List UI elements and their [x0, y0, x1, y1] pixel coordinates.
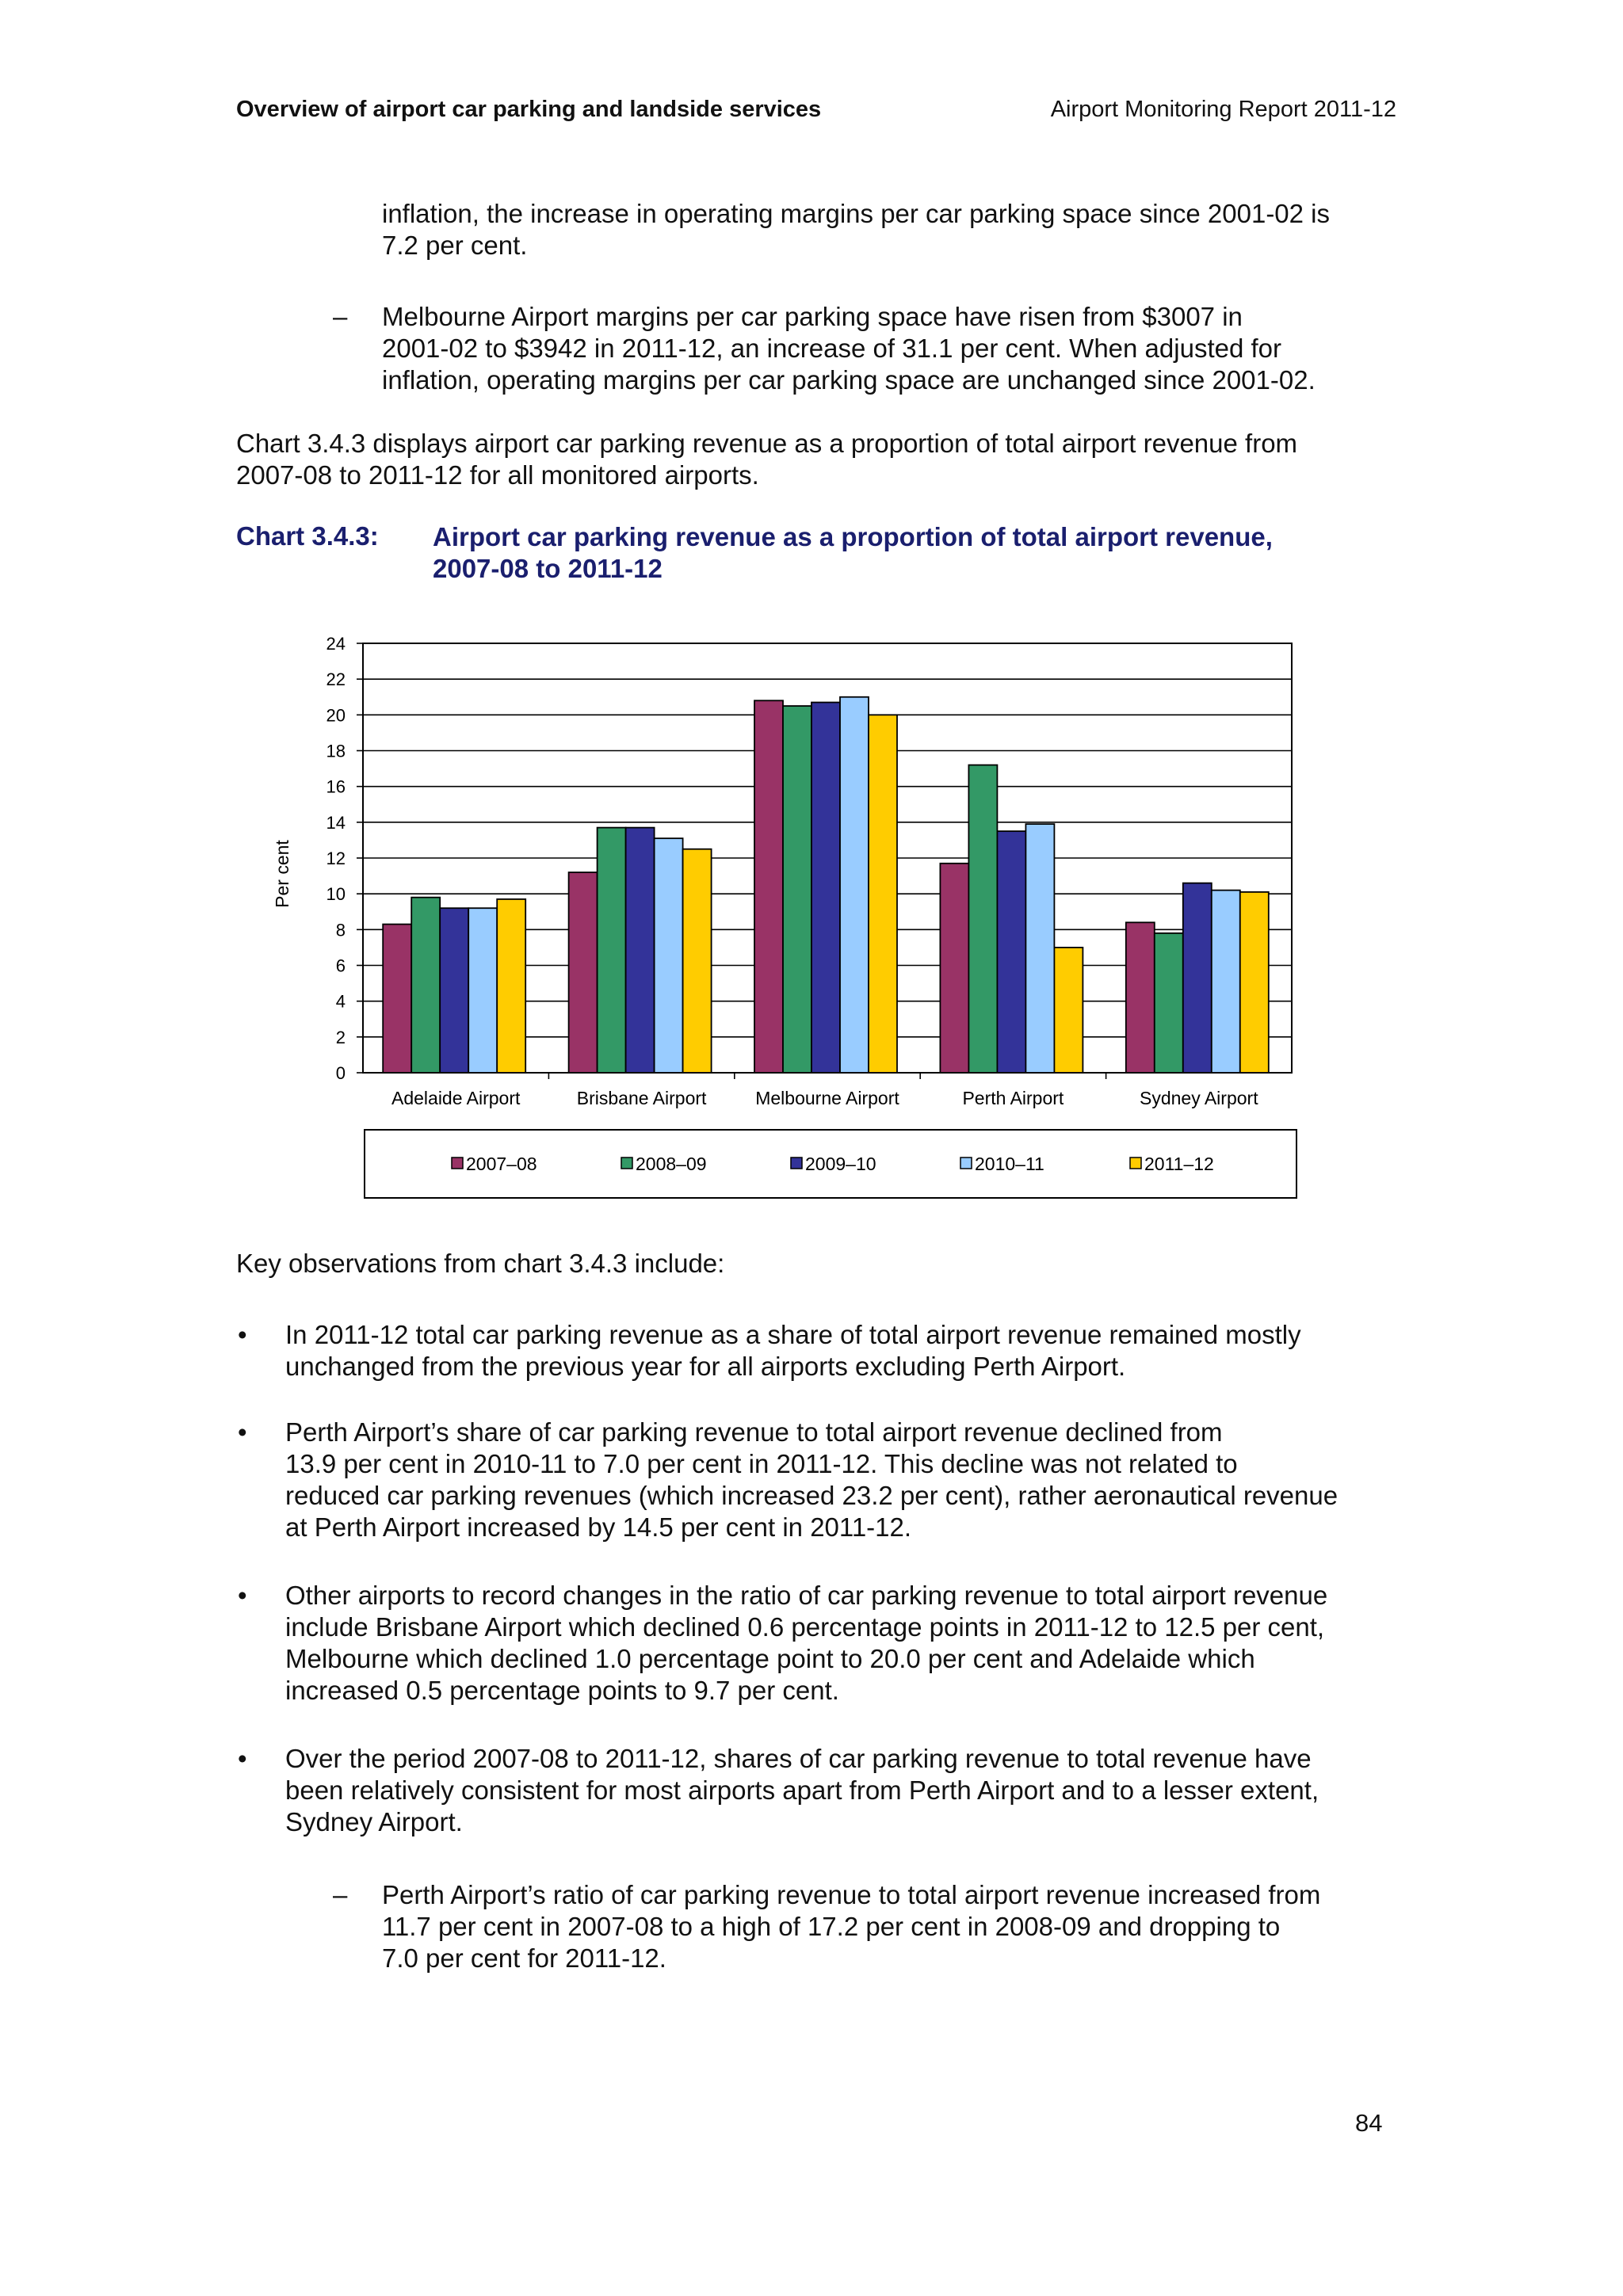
bullet-marker: • — [238, 1417, 247, 1447]
bar — [383, 925, 411, 1073]
bullet-text: include Brisbane Airport which declined 0.6 percentage points in 2011-12 to 12.5 per cent, — [285, 1612, 1325, 1642]
y-tick-label: 4 — [335, 991, 346, 1012]
y-tick-label: 6 — [335, 955, 346, 976]
y-tick-label: 14 — [326, 812, 346, 833]
bar — [440, 908, 468, 1073]
bar — [626, 828, 655, 1073]
observations-heading: Key observations from chart 3.4.3 include: — [236, 1249, 725, 1278]
bar — [1025, 824, 1054, 1073]
legend-swatch — [1130, 1158, 1141, 1169]
bullet-marker: • — [238, 1320, 247, 1349]
melbourne-margin-line: 2001-02 to $3942 in 2011-12, an increase of 31.1 per cent. When adjusted for — [382, 334, 1282, 363]
bar — [1240, 892, 1269, 1073]
bar — [940, 864, 968, 1073]
chart-number: Chart 3.4.3: — [236, 521, 379, 551]
bar — [840, 697, 869, 1073]
x-tick-label: Perth Airport — [962, 1088, 1064, 1108]
bullet-text: at Perth Airport increased by 14.5 per cent in 2011-12. — [285, 1512, 912, 1542]
bar — [655, 838, 683, 1073]
continuation-line: 7.2 per cent. — [382, 231, 528, 260]
bar — [968, 765, 997, 1073]
bullet-text: increased 0.5 percentage points to 9.7 per cent. — [285, 1676, 839, 1705]
bullet-marker: • — [238, 1581, 247, 1610]
bar — [1212, 891, 1240, 1073]
legend-swatch — [791, 1158, 802, 1169]
bullet-text: Sydney Airport. — [285, 1807, 463, 1836]
x-tick-label: Brisbane Airport — [576, 1088, 707, 1108]
y-tick-label: 8 — [335, 920, 346, 940]
bar — [783, 706, 812, 1073]
legend-swatch — [621, 1158, 632, 1169]
x-tick-label: Melbourne Airport — [755, 1088, 899, 1108]
bar — [754, 700, 783, 1073]
legend-label: 2011–12 — [1144, 1154, 1214, 1174]
legend-swatch — [960, 1158, 972, 1169]
melbourne-margin-line: Melbourne Airport margins per car parking space have risen from $3007 in — [382, 302, 1243, 331]
x-tick-label: Sydney Airport — [1140, 1088, 1258, 1108]
sub-point-text: 7.0 per cent for 2011-12. — [382, 1943, 666, 1973]
bar — [411, 898, 440, 1073]
bar — [1054, 948, 1083, 1073]
chart-intro-paragraph: Chart 3.4.3 displays airport car parking revenue as a proportion of total airport revenue from — [236, 429, 1298, 458]
bullet-text: Perth Airport’s share of car parking revenue to total airport revenue declined from — [285, 1417, 1223, 1447]
bullet-marker: • — [238, 1744, 247, 1773]
bar — [1183, 883, 1212, 1073]
continuation-line: inflation, the increase in operating margins per car parking space since 2001-02 is — [382, 199, 1331, 228]
sub-point-text: 11.7 per cent in 2007-08 to a high of 17.2 per cent in 2008-09 and dropping to — [382, 1912, 1281, 1941]
y-tick-label: 16 — [326, 776, 346, 797]
bar — [1126, 922, 1155, 1073]
running-header-title: Overview of airport car parking and landside services — [236, 97, 822, 122]
y-tick-label: 24 — [326, 634, 346, 654]
bar — [468, 908, 497, 1073]
running-header-report: Airport Monitoring Report 2011-12 — [1050, 97, 1396, 122]
chart-title-line: 2007-08 to 2011-12 — [433, 554, 663, 583]
legend-label: 2009–10 — [805, 1154, 876, 1174]
sub-point-text: Perth Airport’s ratio of car parking revenue to total airport revenue increased from — [382, 1880, 1321, 1909]
x-tick-label: Adelaide Airport — [391, 1088, 521, 1108]
bullet-text: Melbourne which declined 1.0 percentage point to 20.0 per cent and Adelaide which — [285, 1644, 1255, 1673]
bullet-text: unchanged from the previous year for all airports excluding Perth Airport. — [285, 1352, 1126, 1381]
bullet-text: Other airports to record changes in the ratio of car parking revenue to total airport revenue — [285, 1581, 1328, 1610]
bullet-text: Over the period 2007-08 to 2011-12, shares of car parking revenue to total revenue have — [285, 1744, 1312, 1773]
chart-title-line: Airport car parking revenue as a proportion of total airport revenue, — [433, 522, 1273, 551]
y-tick-label: 0 — [335, 1063, 346, 1083]
bullet-text: 13.9 per cent in 2010-11 to 7.0 per cent in 2011-12. This decline was not related to — [285, 1449, 1238, 1478]
page-number: 84 — [1355, 2109, 1383, 2137]
y-tick-label: 12 — [326, 849, 346, 868]
bar — [569, 872, 598, 1073]
legend-swatch — [452, 1158, 463, 1169]
bar — [997, 831, 1025, 1073]
legend-label: 2007–08 — [466, 1154, 537, 1174]
y-tick-label: 18 — [326, 741, 346, 761]
melbourne-margin-line: inflation, operating margins per car parking space are unchanged since 2001-02. — [382, 365, 1316, 395]
legend-label: 2008–09 — [636, 1154, 707, 1174]
y-tick-label: 10 — [326, 884, 346, 905]
bar — [683, 849, 712, 1073]
dash-marker: – — [333, 302, 348, 331]
bar — [1155, 933, 1183, 1073]
bar — [497, 899, 525, 1073]
bullet-text: reduced car parking revenues (which increased 23.2 per cent), rather aeronautical revenue — [285, 1481, 1338, 1510]
bar — [869, 715, 897, 1073]
chart-intro-paragraph: 2007-08 to 2011-12 for all monitored airports. — [236, 460, 759, 490]
dash-marker: – — [333, 1880, 348, 1909]
y-axis-label: Per cent — [272, 840, 292, 908]
bullet-text: In 2011-12 total car parking revenue as a share of total airport revenue remained mostly — [285, 1320, 1301, 1349]
bar — [812, 703, 840, 1073]
y-tick-label: 20 — [326, 705, 346, 726]
y-tick-label: 2 — [335, 1027, 346, 1047]
bar — [598, 828, 626, 1073]
y-tick-label: 22 — [326, 669, 346, 690]
bullet-text: been relatively consistent for most airports apart from Perth Airport and to a lesser extent, — [285, 1775, 1319, 1805]
legend-label: 2010–11 — [975, 1154, 1044, 1174]
